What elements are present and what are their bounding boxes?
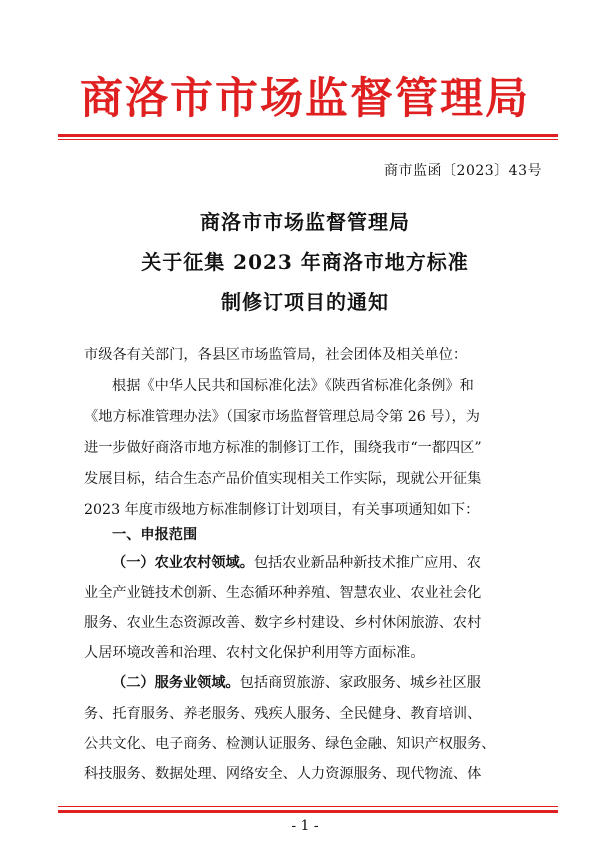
notice-title-line-3: 制修订项目的通知	[221, 290, 389, 314]
intro-line-2: 《地方标准管理办法》（国家市场监督管理总局令第 26 号），为	[84, 409, 480, 425]
intro-line-5: 2023 年度市级地方标准制修订计划项目，有关事项通知如下：	[84, 502, 480, 518]
intro-line-4: 发展目标，结合生态产品价值实现相关工作实际，现就公开征集	[84, 471, 482, 487]
item-1-text: 包括农业新品种新技术推广应用、农	[253, 555, 481, 571]
item-1-line-2: 业全产业链技术创新、生态循环种养殖、智慧农业、农业社会化	[84, 585, 482, 601]
item-2-text: 包括商贸旅游、家政服务、城乡社区服	[239, 675, 481, 691]
item-1-line-3: 服务、农业生态资源改善、数字乡村建设、乡村休闲旅游、农村	[84, 615, 482, 631]
notice-title-line-2: 关于征集 2023 年商洛市地方标准	[141, 250, 469, 274]
footer-red-rule-thick	[58, 810, 558, 813]
item-2-line-3: 公共文化、电子商务、检测认证服务、绿色金融、知识产权服务、	[84, 736, 496, 752]
document-number: 商市监函〔2023〕43号	[384, 163, 542, 179]
item-2-line-4: 科技服务、数据处理、网络安全、人力资源服务、现代物流、体	[84, 766, 482, 782]
footer-red-rule-thin	[58, 806, 558, 807]
page-number: - 1 -	[291, 818, 319, 834]
section-1-heading: 一、申报范围	[112, 527, 198, 543]
item-2-line-2: 务、托育服务、养老服务、残疾人服务、全民健身、教育培训、	[84, 706, 482, 722]
item-1-line-4: 人居环境改善和治理、农村文化保护利用等方面标准。	[84, 645, 425, 661]
header-red-rule-thin	[58, 139, 558, 140]
item-1-label: （一）农业农村领域。	[112, 555, 254, 571]
intro-line-3: 进一步做好商洛市地方标准的制修订工作，围绕我市“一都四区”	[84, 440, 482, 456]
item-1-first-line	[112, 556, 481, 570]
salutation: 市级各有关部门，各县区市场监管局，社会团体及相关单位：	[84, 347, 468, 363]
item-2-first-line	[112, 676, 481, 690]
agency-header-title: 商洛市市场监督管理局	[80, 74, 530, 124]
header-red-rule-thick	[58, 134, 558, 137]
intro-line-1: 根据《中华人民共和国标准化法》《陕西省标准化条例》和	[112, 378, 474, 394]
notice-title-line-1: 商洛市市场监督管理局	[200, 210, 410, 234]
item-2-label: （二）服务业领域。	[112, 675, 240, 691]
